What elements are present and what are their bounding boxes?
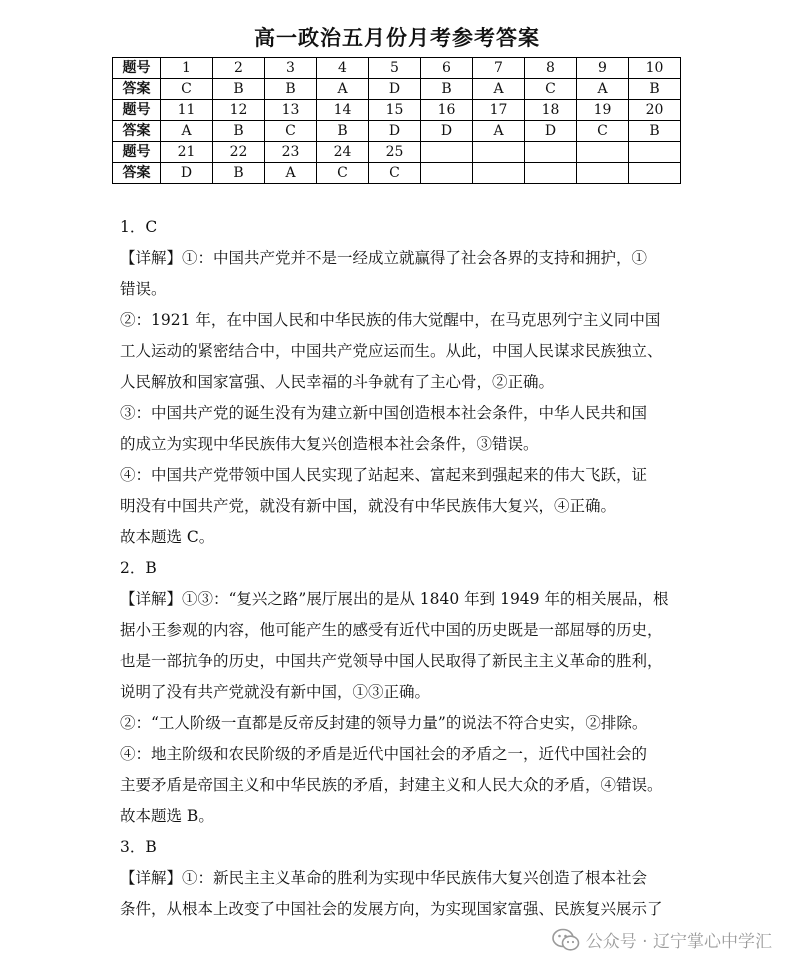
table-row bbox=[113, 163, 681, 184]
table-cell: 1 bbox=[161, 58, 213, 79]
text-line: 故本题选 B。 bbox=[120, 807, 214, 825]
table-cell: D bbox=[369, 121, 421, 142]
watermark bbox=[552, 927, 772, 952]
table-cell: 2 bbox=[213, 58, 265, 79]
table-cell bbox=[577, 163, 629, 184]
table-cell: 21 bbox=[161, 142, 213, 163]
table-cell: B bbox=[265, 79, 317, 100]
table-cell: 3 bbox=[265, 58, 317, 79]
table-cell: 19 bbox=[577, 100, 629, 121]
table-cell: 9 bbox=[577, 58, 629, 79]
table-cell: D bbox=[161, 163, 213, 184]
text-line: 3．B bbox=[120, 838, 157, 856]
text-line: 1．C bbox=[120, 218, 158, 236]
table-cell: D bbox=[369, 79, 421, 100]
table-cell: A bbox=[473, 79, 525, 100]
text-line: ②：“工人阶级一直都是反帝反封建的领导力量”的说法不符合史实，②排除。 bbox=[120, 714, 648, 732]
text-line: 主要矛盾是帝国主义和中华民族的矛盾，封建主义和人民大众的矛盾，④错误。 bbox=[120, 776, 663, 794]
table-cell: A bbox=[161, 121, 213, 142]
text-line: 说明了没有共产党就没有新中国，①③正确。 bbox=[120, 683, 431, 701]
table-cell: 11 bbox=[161, 100, 213, 121]
answer-explanations bbox=[120, 212, 680, 925]
table-cell: D bbox=[525, 121, 577, 142]
table-cell: 7 bbox=[473, 58, 525, 79]
table-cell: 22 bbox=[213, 142, 265, 163]
table-cell bbox=[421, 142, 473, 163]
table-cell: C bbox=[317, 163, 369, 184]
table-cell: C bbox=[525, 79, 577, 100]
text-line: 明没有中国共产党，就没有新中国，就没有中华民族伟大复兴，④正确。 bbox=[120, 497, 617, 515]
table-cell: B bbox=[213, 79, 265, 100]
table-cell: 25 bbox=[369, 142, 421, 163]
table-cell: 24 bbox=[317, 142, 369, 163]
table-cell bbox=[577, 142, 629, 163]
table-cell: 18 bbox=[525, 100, 577, 121]
table-cell: C bbox=[265, 121, 317, 142]
table-cell bbox=[421, 163, 473, 184]
text-line: 错误。 bbox=[120, 280, 167, 298]
row-label: 答案 bbox=[113, 79, 161, 100]
text-line: ④：地主阶级和农民阶级的矛盾是近代中国社会的矛盾之一，近代中国社会的 bbox=[120, 745, 648, 763]
table-cell bbox=[629, 163, 681, 184]
table-row bbox=[113, 142, 681, 163]
table-cell: B bbox=[421, 79, 473, 100]
text-line: 【详解】①：中国共产党并不是一经成立就赢得了社会各界的支持和拥护，① bbox=[120, 249, 648, 267]
text-line: 也是一部抗争的历史，中国共产党领导中国人民取得了新民主主义革命的胜利， bbox=[120, 652, 663, 670]
table-cell: B bbox=[213, 121, 265, 142]
table-cell: 17 bbox=[473, 100, 525, 121]
text-line: 据小王参观的内容，他可能产生的感受有近代中国的历史既是一部屈辱的历史， bbox=[120, 621, 663, 639]
wechat-icon bbox=[552, 928, 580, 952]
table-cell: A bbox=[473, 121, 525, 142]
row-label: 题号 bbox=[113, 142, 161, 163]
text-line: 【详解】①：新民主主义革命的胜利为实现中华民族伟大复兴创造了根本社会 bbox=[120, 869, 648, 887]
table-cell: 6 bbox=[421, 58, 473, 79]
table-cell: B bbox=[213, 163, 265, 184]
table-cell: 5 bbox=[369, 58, 421, 79]
page-title: 高一政治五月份月考参考答案 bbox=[254, 26, 540, 50]
text-line: ②：1921 年，在中国人民和中华民族的伟大觉醒中，在马克思列宁主义同中国 bbox=[120, 311, 661, 329]
table-cell: C bbox=[369, 163, 421, 184]
table-cell: B bbox=[629, 121, 681, 142]
row-label: 答案 bbox=[113, 163, 161, 184]
table-cell bbox=[629, 142, 681, 163]
row-label: 题号 bbox=[113, 58, 161, 79]
watermark-text: 公众号 · 辽宁掌心中学汇 bbox=[585, 932, 772, 952]
table-cell: B bbox=[317, 121, 369, 142]
table-row bbox=[113, 58, 681, 79]
text-line: 【详解】①③：“复兴之路”展厅展出的是从 1840 年到 1949 年的相关展品，根 bbox=[120, 590, 669, 608]
table-cell: B bbox=[629, 79, 681, 100]
table-cell: 15 bbox=[369, 100, 421, 121]
table-row bbox=[113, 121, 681, 142]
table-cell: 13 bbox=[265, 100, 317, 121]
text-line: 人民解放和国家富强、人民幸福的斗争就有了主心骨，②正确。 bbox=[120, 373, 555, 391]
text-line: ④：中国共产党带领中国人民实现了站起来、富起来到强起来的伟大飞跃，证 bbox=[120, 466, 648, 484]
table-cell: 16 bbox=[421, 100, 473, 121]
table-row bbox=[113, 100, 681, 121]
row-label: 答案 bbox=[113, 121, 161, 142]
table-cell: A bbox=[577, 79, 629, 100]
table-cell: A bbox=[317, 79, 369, 100]
table-cell: 23 bbox=[265, 142, 317, 163]
text-line: ③：中国共产党的诞生没有为建立新中国创造根本社会条件，中华人民共和国 bbox=[120, 404, 648, 422]
text-line: 工人运动的紧密结合中，中国共产党应运而生。从此，中国人民谋求民族独立、 bbox=[120, 342, 663, 360]
text-line: 故本题选 C。 bbox=[120, 528, 215, 546]
answer-table bbox=[112, 57, 681, 184]
table-cell: 12 bbox=[213, 100, 265, 121]
table-row bbox=[113, 79, 681, 100]
text-line: 条件，从根本上改变了中国社会的发展方向，为实现国家富强、民族复兴展示了 bbox=[120, 900, 663, 918]
table-cell: C bbox=[577, 121, 629, 142]
text-line: 2．B bbox=[120, 559, 157, 577]
table-cell bbox=[525, 163, 577, 184]
table-cell: D bbox=[421, 121, 473, 142]
table-cell: 4 bbox=[317, 58, 369, 79]
table-cell: 14 bbox=[317, 100, 369, 121]
table-cell: A bbox=[265, 163, 317, 184]
row-label: 题号 bbox=[113, 100, 161, 121]
text-line: 的成立为实现中华民族伟大复兴创造根本社会条件，③错误。 bbox=[120, 435, 539, 453]
table-cell: 10 bbox=[629, 58, 681, 79]
table-cell: C bbox=[161, 79, 213, 100]
table-cell bbox=[525, 142, 577, 163]
table-cell: 20 bbox=[629, 100, 681, 121]
table-cell: 8 bbox=[525, 58, 577, 79]
table-cell bbox=[473, 142, 525, 163]
table-cell bbox=[473, 163, 525, 184]
